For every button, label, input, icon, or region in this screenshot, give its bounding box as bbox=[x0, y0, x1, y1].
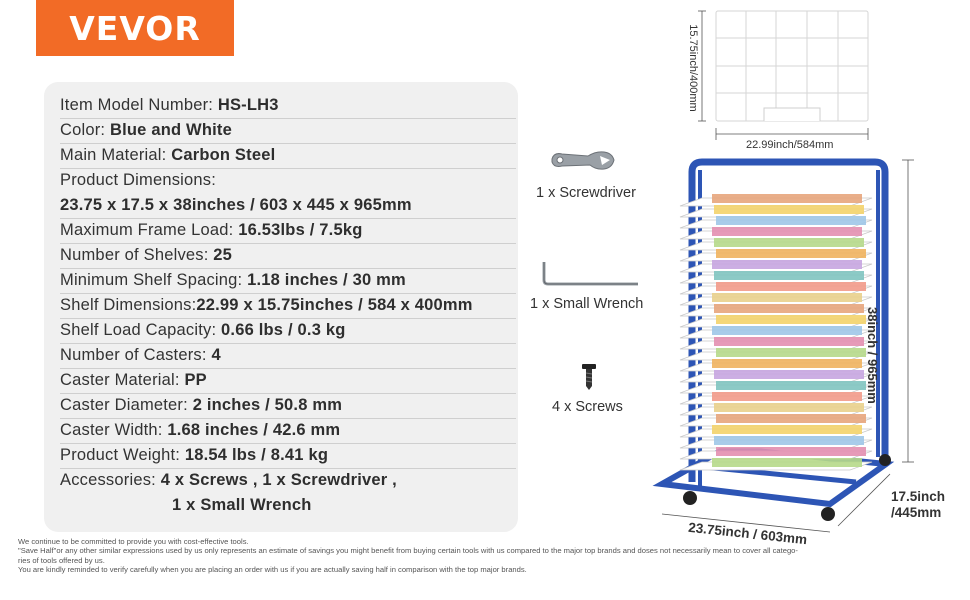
disclaimer-line: We continue to be committed to provide you with cost-effective tools. bbox=[18, 537, 249, 546]
disclaimer-line: "Save Half"or any other similar expressions used by us only represents an estimate of savings you might benefit from buying certain tools with us compared to the major top brands and doses not necessarily mean to cover all catego- bbox=[18, 546, 798, 556]
spec-row: Color: Blue and White bbox=[60, 118, 516, 144]
artwork bbox=[712, 293, 862, 302]
artwork bbox=[716, 381, 866, 390]
screw-icon bbox=[578, 362, 600, 390]
artwork bbox=[714, 238, 864, 247]
artwork bbox=[712, 359, 862, 368]
spec-row: Number of Shelves: 25 bbox=[60, 243, 516, 269]
screwdriver-label: 1 x Screwdriver bbox=[536, 185, 636, 201]
wrench-label: 1 x Small Wrench bbox=[530, 296, 644, 312]
allen-wrench-icon bbox=[541, 260, 641, 286]
artwork bbox=[712, 458, 862, 467]
artwork bbox=[716, 414, 866, 423]
spec-row: Number of Casters: 4 bbox=[60, 343, 516, 369]
depth-label-line2: /445mm bbox=[891, 505, 942, 520]
artwork bbox=[716, 348, 866, 357]
spec-row: Shelf Dimensions:22.99 x 15.75inches / 584 x 400mm bbox=[60, 293, 516, 319]
spec-row: 1 x Small Wrench bbox=[172, 496, 312, 514]
shelf-width-label: 22.99inch/584mm bbox=[746, 139, 834, 151]
spec-row: Product Weight: 18.54 lbs / 8.41 kg bbox=[60, 443, 516, 469]
screws-label: 4 x Screws bbox=[552, 399, 623, 415]
vevor-logo bbox=[36, 0, 234, 56]
artwork bbox=[712, 260, 862, 269]
spec-row: Caster Diameter: 2 inches / 50.8 mm bbox=[60, 393, 516, 419]
artwork bbox=[714, 436, 864, 445]
artwork bbox=[714, 370, 864, 379]
depth-label-line1: 17.5inch bbox=[891, 489, 946, 504]
artwork bbox=[714, 205, 864, 214]
logo-text: VEVOR bbox=[69, 8, 201, 48]
spec-row: Maximum Frame Load: 16.53lbs / 7.5kg bbox=[60, 218, 516, 244]
artwork bbox=[714, 271, 864, 280]
disclaimer-line: You are kindly reminded to verify carefully when you are placing an order with us if you are actually saving half in comparison with the top major brands. bbox=[18, 565, 527, 575]
screwdriver-icon bbox=[548, 148, 620, 174]
artwork bbox=[712, 425, 862, 434]
height-label: 38inch / 965mm bbox=[865, 307, 880, 404]
artwork bbox=[712, 227, 862, 236]
artwork bbox=[712, 194, 862, 203]
shelf-depth-label: 15.75inch/400mm bbox=[687, 24, 699, 112]
artwork bbox=[714, 304, 864, 313]
artwork bbox=[714, 403, 864, 412]
shelf-diagram bbox=[690, 8, 890, 158]
disclaimer-line: ries of tools offered by us. bbox=[18, 555, 105, 565]
artwork bbox=[716, 447, 866, 456]
artwork bbox=[716, 282, 866, 291]
artwork bbox=[716, 315, 866, 324]
spec-row: Main Material: Carbon Steel bbox=[60, 143, 516, 169]
spec-row: Accessories: 4 x Screws , 1 x Screwdriver , bbox=[60, 471, 397, 489]
specifications-panel bbox=[44, 82, 518, 532]
spec-row: 23.75 x 17.5 x 38inches / 603 x 445 x 965mm bbox=[60, 193, 516, 219]
width-label: 23.75inch / 603mm bbox=[687, 519, 808, 548]
spec-row: Caster Material: PP bbox=[60, 368, 516, 394]
spec-row: Item Model Number: HS-LH3 bbox=[60, 93, 516, 119]
spec-row: Product Dimensions: bbox=[60, 171, 217, 189]
spec-row: Minimum Shelf Spacing: 1.18 inches / 30 mm bbox=[60, 268, 516, 294]
artwork bbox=[714, 337, 864, 346]
artwork bbox=[712, 392, 862, 401]
spec-row: Shelf Load Capacity: 0.66 lbs / 0.3 kg bbox=[60, 318, 516, 344]
artwork bbox=[716, 216, 866, 225]
artwork bbox=[716, 249, 866, 258]
artwork bbox=[712, 326, 862, 335]
spec-row: Caster Width: 1.68 inches / 42.6 mm bbox=[60, 418, 516, 444]
disclaimer bbox=[18, 537, 948, 575]
